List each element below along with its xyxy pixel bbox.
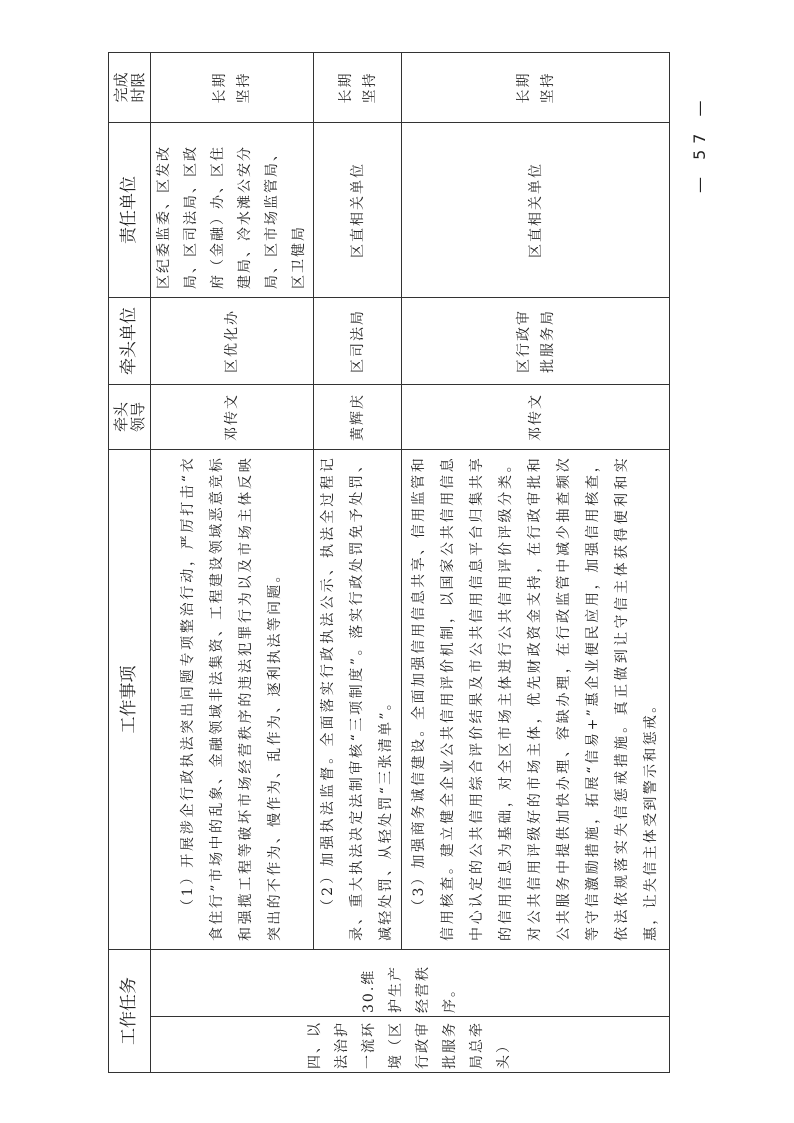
header-resp-unit: 责任单位 — [109, 123, 151, 298]
page-number: — 57 — — [690, 94, 709, 193]
table-header-row — [109, 53, 151, 1073]
lead-unit-cell: 区优化办 — [151, 298, 314, 385]
table-row — [402, 53, 670, 1073]
leader-cell: 邓传文 — [402, 385, 670, 450]
deadline-cell: 长期坚持 — [151, 53, 314, 123]
lead-unit-cell: 区司法局 — [314, 298, 402, 385]
resp-unit-cell: 区直相关单位 — [402, 123, 670, 298]
resp-unit-cell: 区直相关单位 — [314, 123, 402, 298]
header-lead-unit: 牵头单位 — [109, 298, 151, 385]
item-cell: （1）开展涉企行政执法突出问题专项整治行动，严厉打击“衣食住行”市场中的乱象、金融领域非法集资、工程建设领域恶意竞标和强揽工程等破坏市场经营秩序的违法犯罪行为以及市场主体反映突出的不作为、慢作为、乱作为、逐利执法等问题。 — [151, 450, 314, 950]
header-leader: 牵头领导 — [109, 385, 151, 450]
work-task-table — [108, 52, 670, 1073]
resp-unit-cell: 区纪委监委、区发改局、区司法局、区政府（金融）办、区住建局、冷水滩公安分局、区市场监管局、区卫健局 — [151, 123, 314, 298]
task-group-cell: 四、以法治护一流环境（区行政审批服务局总牵头） — [151, 1017, 670, 1073]
table-row — [314, 53, 402, 1073]
header-deadline: 完成时限 — [109, 53, 151, 123]
deadline-cell: 长期坚持 — [314, 53, 402, 123]
header-item: 工作事项 — [109, 450, 151, 950]
deadline-cell: 长期坚持 — [402, 53, 670, 123]
header-task: 工作任务 — [109, 950, 151, 1073]
leader-cell: 邓传文 — [151, 385, 314, 450]
item-cell: （2）加强执法监督。全面落实行政执法公示、执法全过程记录、重大执法决定法制审核“三项制度”。落实行政处罚免予处罚、减轻处罚、从轻处罚“三张清单”。 — [314, 450, 402, 950]
leader-cell: 黄辉庆 — [314, 385, 402, 450]
lead-unit-cell: 区行政审批服务局 — [402, 298, 670, 385]
item-cell: （3）加强商务诚信建设。全面加强信用信息共享、信用监管和信用核查。建立健全企业公共信用评价机制，以国家公共信用信息中心认定的公共信用综合评价结果及市公共信用信息平台归集共享的信用信息为基础，对全区市场主体进行公共信用评价评级分类。对公共信用评级好的市场主体，优先财政资金支持，在行政审批和公共服务中提供加快办理、容缺办理，在行政监管中减少抽查频次等守信激励措施，拓展“信易+”惠企业便民应用，加强信用核查，依法依规落实失信惩戒措施。真正做到让守信主体获得便利和实惠，让失信主体受到警示和惩戒。 — [402, 450, 670, 950]
task-cell: 30.维护生产经营秩序。 — [151, 950, 670, 1017]
table-row — [151, 53, 314, 1073]
